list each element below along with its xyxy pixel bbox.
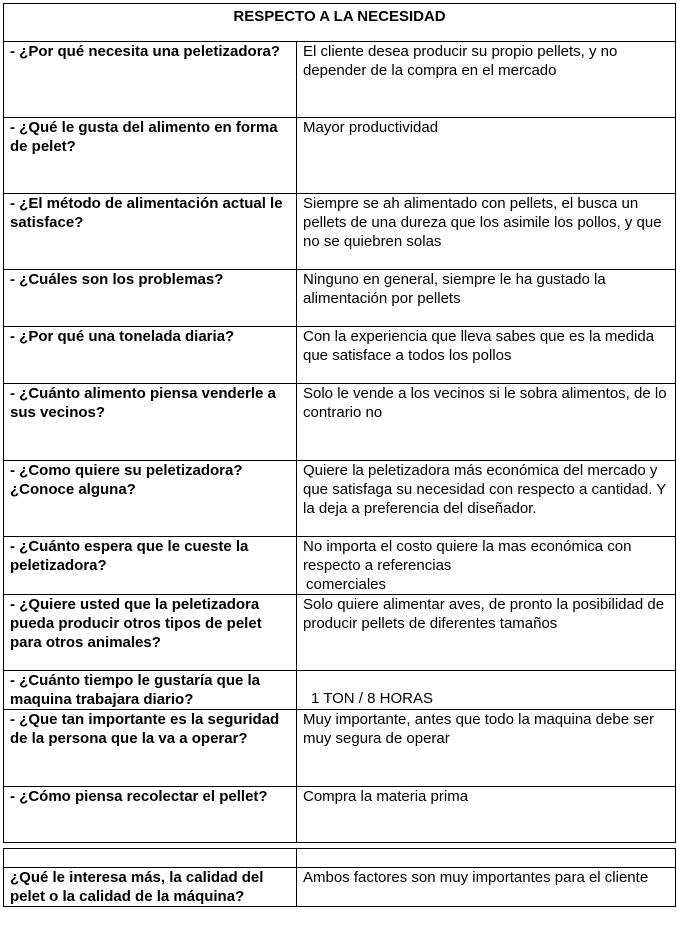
table-row [4,194,676,270]
question-cell: - ¿Como quiere su peletizadora? ¿Conoce alguna? [4,461,297,537]
empty-cell [297,849,676,868]
answer-cell: Compra la materia prima [297,787,676,843]
table-title: RESPECTO A LA NECESIDAD [4,4,676,42]
answer-text: No importa el costo quiere la mas económica con respecto a referencias [303,538,632,574]
table-row [4,42,676,118]
answer-cell: Ninguno en general, siempre le ha gustado la alimentación por pellets [297,270,676,327]
answer-cell: Quiere la peletizadora más económica del mercado y que satisfaga su necesidad con respecto a cantidad. Y la deja a preferencia del diseñador. [297,461,676,537]
question-cell: ¿Qué le interesa más, la calidad del pelet o la calidad de la máquina? [4,868,297,907]
answer-cell: Solo quiere alimentar aves, de pronto la posibilidad de producir pellets de diferentes tamaños [297,595,676,671]
question-cell: - ¿Cuánto espera que le cueste la peletizadora? [4,537,297,595]
table-row [4,537,676,595]
answer-cell: El cliente desea producir su propio pellets, y no depender de la compra en el mercado [297,42,676,118]
question-cell: - ¿El método de alimentación actual le satisface? [4,194,297,270]
title-row [4,4,676,42]
question-cell: - ¿Cómo piensa recolectar el pellet? [4,787,297,843]
table-row [4,595,676,671]
question-cell: - ¿Por qué una tonelada diaria? [4,327,297,384]
table-row [4,270,676,327]
question-cell: - ¿Cuáles son los problemas? [4,270,297,327]
question-cell: - ¿Por qué necesita una peletizadora? [4,42,297,118]
answer-cell: Solo le vende a los vecinos si le sobra alimentos, de lo contrario no [297,384,676,461]
answer-cell: Siempre se ah alimentado con pellets, el busca un pellets de una dureza que los asimile los pollos, y que no se quiebren solas [297,194,676,270]
question-cell: - ¿Cuánto tiempo le gustaría que la maquina trabajara diario? [4,671,297,710]
table-row [4,671,676,710]
table-row [4,118,676,194]
answer-cell: Ambos factores son muy importantes para el cliente [297,868,676,907]
answer-continuation: comerciales [306,576,387,593]
question-cell: - ¿Cuánto alimento piensa venderle a sus vecinos? [4,384,297,461]
question-cell: - ¿Quiere usted que la peletizadora pueda producir otros tipos de pelet para otros animales? [4,595,297,671]
extra-table [3,848,676,907]
answer-cell [297,671,676,710]
answer-cell [297,537,676,595]
answer-text: 1 TON / 8 HORAS [311,690,433,707]
table-row [4,710,676,787]
question-cell: - ¿Qué le gusta del alimento en forma de pelet? [4,118,297,194]
table-row [4,787,676,843]
table-row [4,461,676,537]
table-row [4,327,676,384]
question-cell: - ¿Que tan importante es la seguridad de la persona que la va a operar? [4,710,297,787]
empty-cell [4,849,297,868]
answer-cell: Mayor productividad [297,118,676,194]
answer-cell: Con la experiencia que lleva sabes que es la medida que satisface a todos los pollos [297,327,676,384]
empty-row [4,849,676,868]
needs-table [3,3,676,843]
table-row [4,384,676,461]
answer-cell: Muy importante, antes que todo la maquina debe ser muy segura de operar [297,710,676,787]
table-row [4,868,676,907]
